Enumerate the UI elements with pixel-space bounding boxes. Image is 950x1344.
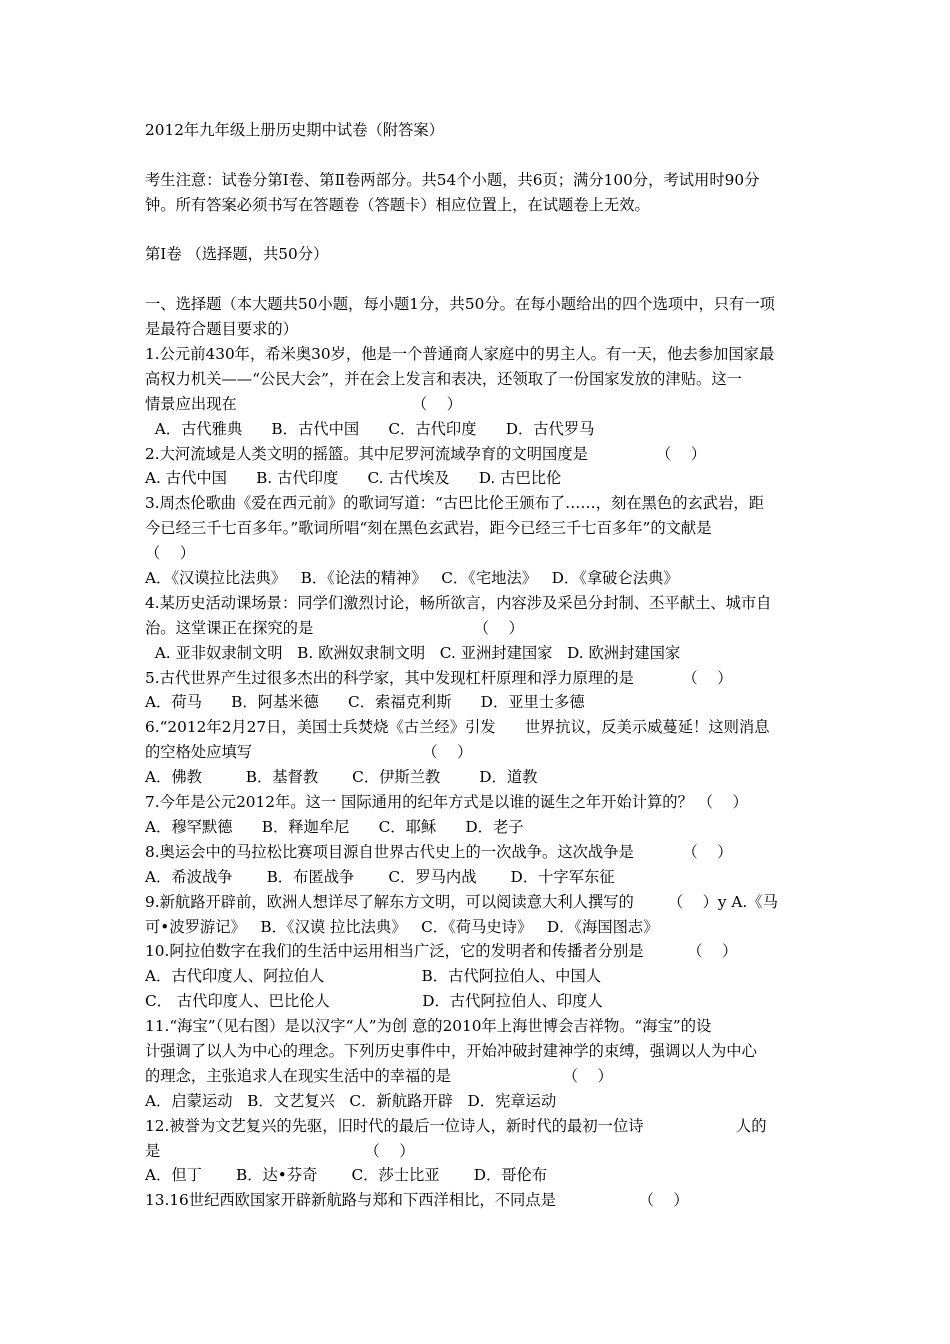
question-11	[145, 1014, 810, 1114]
exam-title: 2012年九年级上册历史期中试卷（附答案）	[145, 121, 444, 139]
question-line: 12.被誉为文艺复兴的先驱，旧时代的最后一位诗人，新时代的最初一位诗 人的	[145, 1116, 767, 1135]
question-line: 10.阿拉伯数字在我们的生活中运用相当广泛，它的发明者和传播者分别是 （ ）	[145, 942, 738, 961]
question-2	[145, 442, 810, 492]
answer-options: 可•波罗游记》 B．《汉谟 拉比法典》 C．《荷马史诗》 D．《海国图志》	[145, 917, 659, 936]
question-line: 的理念，主张追求人在现实生活中的幸福的是 （ ）	[145, 1066, 613, 1085]
question-line: 4.某历史活动课场景：同学们激烈讨论，畅所欲言，内容涉及采邑分封制、丕平献土、城市自	[145, 593, 772, 612]
exam-page	[145, 118, 810, 1213]
answer-options: A．穆罕默德 B．释迦牟尼 C．耶稣 D．老子	[145, 817, 524, 836]
answer-options: A．荷马 B．阿基米德 C．索福克利斯 D．亚里士多德	[145, 693, 585, 712]
answer-options: A. 亚非奴隶制文明 B. 欧洲奴隶制文明 C. 亚洲封建国家 D. 欧洲封建国家	[145, 643, 681, 662]
question-line: 治。这堂课正在探究的是 （ ）	[145, 618, 524, 637]
question-13	[145, 1188, 810, 1213]
question-line: 高权力机关——“公民大会”，并在会上发言和表决，还领取了一份国家发放的津贴。这一	[145, 369, 742, 388]
question-7	[145, 790, 810, 840]
question-line: 7.今年是公元2012年。这一 国际通用的纪年方式是以谁的诞生之年开始计算的？ （ ）	[145, 793, 748, 812]
question-12	[145, 1114, 810, 1189]
question-line: （ ）	[145, 544, 196, 563]
spacer	[145, 143, 810, 168]
spacer	[145, 218, 810, 243]
answer-options: A．但丁 B．达•芬奇 C．莎士比亚 D．哥伦布	[145, 1166, 548, 1185]
section-heading: 第Ⅰ卷 （选择题，共50分）	[145, 245, 329, 264]
question-line: 1.公元前430年，希米奥30岁，他是一个普通商人家庭中的男主人。有一天，他去参加国家最	[145, 345, 775, 364]
question-10	[145, 939, 810, 1014]
question-line: 3.周杰伦歌曲《爱在西元前》的歌词写道：“古巴比伦王颁布了……，刻在黑色的玄武岩，距	[145, 494, 764, 513]
notice-line: 钟。所有答案必须书写在答题卷（答题卡）相应位置上，在试题卷上无效。	[145, 195, 650, 214]
question-6	[145, 715, 810, 790]
question-line: 5.古代世界产生过很多杰出的科学家，其中发现杠杆原理和浮力原理的是 （ ）	[145, 668, 733, 687]
question-line: 计强调了以人为中心的理念。下列历史事件中，开始冲破封建神学的束缚，强调以人为中心	[145, 1041, 757, 1060]
question-line: 2.大河流域是人类文明的摇篮。其中尼罗河流域孕育的文明国度是 （ ）	[145, 444, 707, 463]
answer-options: A．启蒙运动 B．文艺复兴 C．新航路开辟 D．宪章运动	[145, 1091, 557, 1110]
answer-options: A．希波战争 B．布匿战争 C．罗马内战 D．十字军东征	[145, 867, 615, 886]
spacer	[145, 267, 810, 292]
question-line: 13.16世纪西欧国家开辟新航路与郑和下西洋相比，不同点是 （ ）	[145, 1191, 689, 1210]
answer-options: A．古代雅典 B．古代中国 C．古代印度 D．古代罗马	[145, 419, 595, 438]
question-9	[145, 890, 810, 940]
part-intro-line: 是最符合题目要求的）	[145, 320, 298, 339]
question-4	[145, 591, 810, 666]
question-5	[145, 666, 810, 716]
question-1	[145, 342, 810, 442]
question-8	[145, 840, 810, 890]
question-line: 11.“海宝”（见右图）是以汉字“人”为创 意的2010年上海世博会吉祥物。“海宝”的设	[145, 1017, 712, 1036]
answer-options: A．古代印度人、阿拉伯人 B．古代阿拉伯人、中国人	[145, 967, 602, 986]
part-intro-line: 一、选择题（本大题共50小题，每小题1分，共50分。在每小题给出的四个选项中，只有一项	[145, 295, 775, 314]
question-line: 6.“2012年2月27日，美国士兵焚烧《古兰经》引发 世界抗议，反美示威蔓延！这则消息	[145, 718, 770, 737]
question-line: 8.奥运会中的马拉松比赛项目源自世界古代史上的一次战争。这次战争是 （ ）	[145, 842, 733, 861]
question-3	[145, 491, 810, 591]
notice-line: 考生注意：试卷分第Ⅰ卷、第Ⅱ卷两部分。共54个小题，共6页；满分100分，考试用时90分	[145, 170, 760, 189]
answer-options: A．佛教 B．基督教 C．伊斯兰教 D．道教	[145, 768, 538, 787]
question-line: 是 （ ）	[145, 1141, 415, 1160]
answer-options: A．《汉谟拉比法典》 B．《论法的精神》 C．《宅地法》 D．《拿破仑法典》	[145, 569, 679, 588]
question-line: 情景应出现在 （ ）	[145, 394, 462, 413]
question-line: 的空格处应填写 （ ）	[145, 743, 473, 762]
answer-options: A. 古代中国 B. 古代印度 C. 古代埃及 D. 古巴比伦	[145, 469, 562, 488]
question-line: 今已经三千七百多年。”歌词所唱“刻在黑色玄武岩，距今已经三千七百多年”的文献是	[145, 519, 712, 538]
answer-options: C． 古代印度人、巴比伦人 D．古代阿拉伯人、印度人	[145, 992, 603, 1011]
question-line: 9.新航路开辟前，欧洲人想详尽了解东方文明，可以阅读意大利人撰写的 （ ）y A.《马	[145, 892, 778, 911]
